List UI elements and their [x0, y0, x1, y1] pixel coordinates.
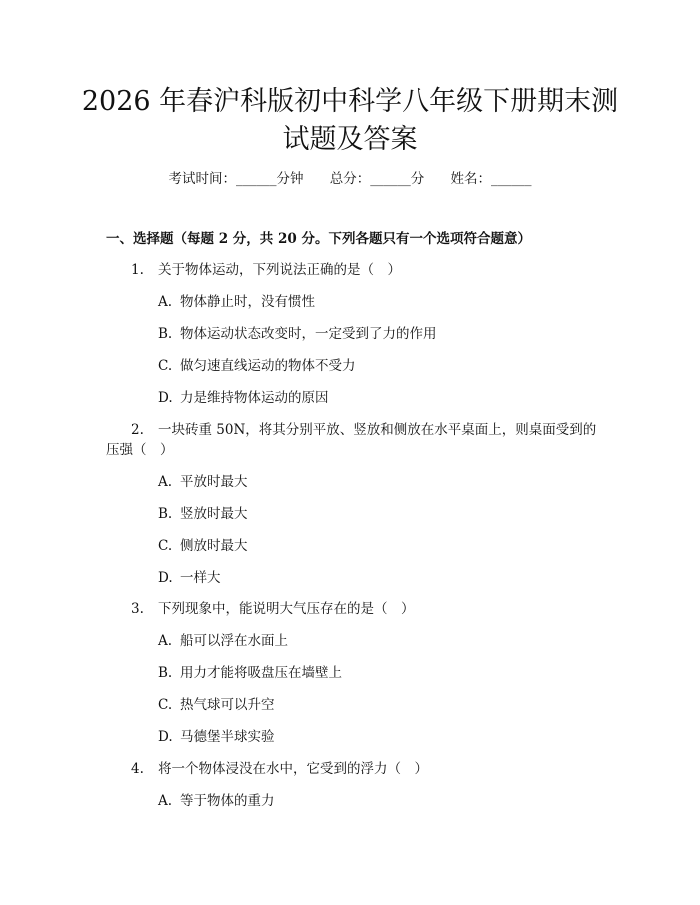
option-letter: C. [158, 538, 173, 554]
option-text: 用力才能将吸盘压在墙壁上 [180, 665, 342, 681]
option-c [158, 696, 275, 714]
question-number: 2. [131, 422, 144, 438]
option-letter: B. [158, 326, 173, 342]
option-text: 马德堡半球实验 [180, 729, 275, 745]
exam-time-field: 考试时间：______分钟 [168, 171, 304, 187]
option-a [158, 792, 275, 810]
option-b [158, 505, 248, 523]
question-text: 关于物体运动，下列说法正确的是（ ） [158, 262, 401, 278]
option-text: 侧放时最大 [180, 538, 248, 554]
option-d [158, 569, 221, 587]
option-letter: A. [158, 793, 173, 809]
student-name-field: 姓名：______ [450, 171, 532, 187]
question-number: 4. [131, 761, 144, 777]
option-letter: B. [158, 665, 173, 681]
question-text: 下列现象中，能说明大气压存在的是（ ） [158, 601, 415, 617]
option-c [158, 357, 356, 375]
total-score-field: 总分：______分 [329, 171, 425, 187]
question-2-continued [0, 441, 700, 459]
option-text: 物体运动状态改变时，一定受到了力的作用 [180, 326, 437, 342]
question-text: 将一个物体浸没在水中，它受到的浮力（ ） [158, 761, 428, 777]
option-text: 竖放时最大 [180, 506, 248, 522]
question-number: 3. [131, 601, 144, 617]
section-heading: 一、选择题（每题 2 分，共 20 分。下列各题只有一个选项符合题意） [106, 231, 531, 247]
question-4 [0, 760, 700, 778]
question-text-continued: 压强（ ） [106, 442, 174, 458]
option-text: 力是维持物体运动的原因 [180, 390, 329, 406]
question-2 [0, 421, 700, 439]
question-text: 一块砖重 50N，将其分别平放、竖放和侧放在水平桌面上，则桌面受到的 [158, 422, 597, 438]
option-b [158, 325, 437, 343]
option-d [158, 389, 329, 407]
option-text: 热气球可以升空 [180, 697, 275, 713]
option-letter: D. [158, 390, 173, 406]
option-text: 等于物体的重力 [180, 793, 275, 809]
exam-title-line-1: 2026 年春沪科版初中科学八年级下册期末测 [81, 86, 619, 117]
option-text: 物体静止时，没有惯性 [180, 294, 315, 310]
option-letter: A. [158, 633, 173, 649]
option-b [158, 664, 342, 682]
option-text: 做匀速直线运动的物体不受力 [180, 358, 356, 374]
option-d [158, 728, 275, 746]
question-3 [0, 600, 700, 618]
exam-title-line-2: 试题及答案 [282, 124, 418, 155]
option-letter: B. [158, 506, 173, 522]
option-text: 一样大 [180, 570, 221, 586]
option-a [158, 473, 248, 491]
question-number: 1. [131, 262, 144, 278]
option-text: 船可以浮在水面上 [180, 633, 288, 649]
exam-meta [0, 170, 700, 188]
option-c [158, 537, 248, 555]
option-a [158, 293, 315, 311]
option-letter: C. [158, 358, 173, 374]
option-text: 平放时最大 [180, 474, 248, 490]
option-letter: D. [158, 570, 173, 586]
option-letter: C. [158, 697, 173, 713]
option-a [158, 632, 288, 650]
option-letter: D. [158, 729, 173, 745]
option-letter: A. [158, 294, 173, 310]
option-letter: A. [158, 474, 173, 490]
question-1 [0, 261, 700, 279]
